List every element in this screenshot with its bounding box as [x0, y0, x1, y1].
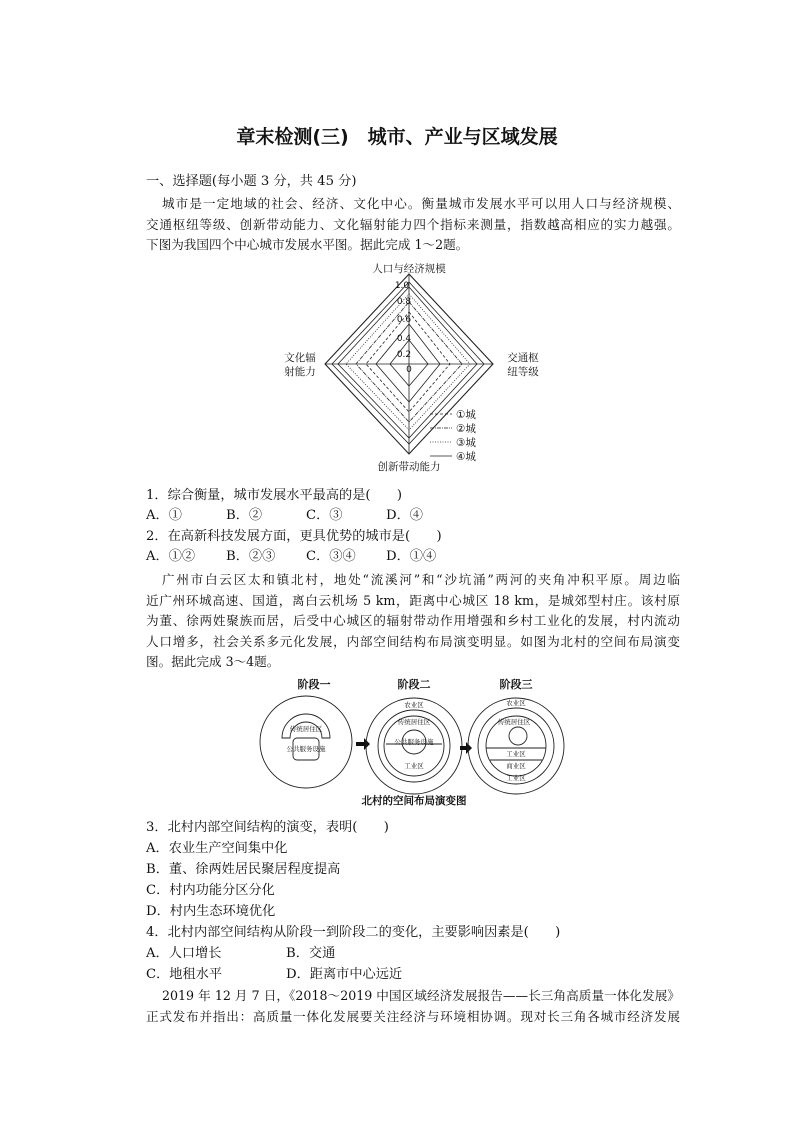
- passage-2-line: 人口增多，社会关系多元化发展，内部空间结构布局演变明显。如图为北村的空间布局演变: [146, 633, 680, 649]
- tick-label: 0.4: [396, 334, 412, 344]
- passage-2-line: 为董、徐两姓聚族而居，后受中心城区的辐射带动作用增强和乡村工业化的发展，村内流动: [146, 613, 680, 629]
- axis-label-right: 纽等级: [507, 366, 539, 378]
- stage-2-farm-label: 农业区: [404, 701, 424, 709]
- section-heading: 一、选择题(每小题 3 分，共 45 分): [146, 174, 357, 189]
- stage-1-residential-label: 传统居住区: [289, 725, 323, 733]
- option: D．④: [386, 508, 423, 523]
- stage-3-residential-label: 传统居住区: [497, 718, 531, 726]
- page-title: 章末检测(三) 城市、产业与区域发展: [236, 126, 558, 148]
- radar-diagram: [270, 262, 560, 478]
- tick-label: 0.2: [396, 350, 412, 360]
- axis-label-right: 交通枢: [507, 352, 539, 364]
- option: A．①: [146, 508, 182, 523]
- passage-2-line: 图。据此完成 3～4题。: [146, 654, 280, 670]
- question-3-option: C．村内功能分区分化: [146, 883, 275, 898]
- stage-2-residential-label: 传统居住区: [397, 718, 431, 726]
- passage-2-line: 广州市白云区太和镇北村，地处“流溪河”和“沙坑涌”两河的夹角冲积平原。周边临: [162, 572, 680, 587]
- arrow-icon: [356, 738, 370, 750]
- passage-3-line: 2019 年 12 月 7 日，《2018～2019 中国区域经济发展报告——长三角高质量一体化发展》: [162, 988, 680, 1003]
- stage-2-public-label: 公共服务设施: [394, 738, 434, 746]
- passage-2: [146, 570, 680, 673]
- question-1-options: [146, 506, 466, 526]
- legend-label: ①城: [456, 409, 476, 421]
- tick-label: 0.8: [396, 297, 412, 307]
- option: B．交通: [286, 946, 336, 961]
- question-2: 2．在高新科技发展方面，更具优势的城市是( ): [146, 529, 442, 544]
- tick-label: 1.0: [394, 281, 410, 291]
- tick-label: 0.6: [396, 315, 412, 325]
- axis-label-left: 射能力: [284, 366, 316, 378]
- passage-2-line: 近广州环城高速、国道，离白云机场 5 km，距离中心城区 18 km，是城郊型村庄。该村原: [146, 592, 680, 608]
- stage-3-public: [509, 727, 527, 745]
- passage-1-line: 交通枢纽等级、创新带动能力、文化辐射能力四个指标来测量，指数越高相应的实力越强。: [146, 216, 680, 232]
- question-3-option: A．农业生产空间集中化: [146, 841, 288, 856]
- stages-diagram: [256, 676, 578, 808]
- axis-label-left: 文化辐: [284, 352, 316, 364]
- option: D．距离市中心远近: [286, 967, 403, 982]
- question-3-option: B．董、徐两姓居民聚居程度提高: [146, 862, 341, 877]
- stage-2-outer-circle: [366, 698, 462, 794]
- question-1: 1．综合衡量，城市发展水平最高的是( ): [146, 488, 403, 503]
- legend-label: ②城: [456, 423, 476, 435]
- stage-3-label: 阶段三: [499, 678, 533, 691]
- passage-1-line: 下图为我国四个中心城市发展水平图。据此完成 1～2题。: [146, 237, 469, 253]
- option: D．①④: [386, 549, 437, 564]
- axis-label-bottom: 创新带动能力: [377, 461, 441, 473]
- passage-3-line: 正式发布并指出：高质量一体化发展要关注经济与环境相协调。现对长三角各城市经济发展: [146, 1008, 680, 1024]
- option: C．③④: [306, 549, 356, 564]
- option: C．③: [306, 508, 343, 523]
- option: A．①②: [146, 549, 196, 564]
- option: B．②③: [226, 549, 276, 564]
- question-4: 4．北村内部空间结构从阶段一到阶段二的变化，主要影响因素是( ): [146, 925, 561, 940]
- passage-1-line: 城市是一定地域的社会、经济、文化中心。衡量城市发展水平可以用人口与经济规模、: [162, 196, 680, 211]
- question-3: 3．北村内部空间结构的演变，表明( ): [146, 820, 389, 835]
- legend-label: ③城: [456, 437, 476, 449]
- stage-2-industry-label: 工业区: [404, 762, 424, 770]
- question-3-option: D．村内生态环境优化: [146, 904, 276, 919]
- stage-3-industry-label-2: 工业区: [506, 774, 526, 782]
- stage-1-outer-circle: [260, 696, 352, 788]
- stages-caption: 北村的空间布局演变图: [361, 795, 467, 807]
- tick-label: 0: [406, 365, 412, 375]
- passage-1: [146, 194, 680, 256]
- stage-3-commerce-label: 商业区: [506, 762, 526, 770]
- passage-3: [146, 986, 680, 1027]
- question-4-options: [146, 965, 402, 985]
- stage-3-industry-label: 工业区: [506, 750, 526, 758]
- question-4-options: [146, 944, 335, 964]
- stage-2-label: 阶段二: [397, 678, 431, 691]
- question-2-options: [146, 547, 466, 567]
- city-1-polygon: [366, 312, 450, 412]
- option: C．地租水平: [146, 967, 223, 982]
- stage-1-public-label: 公共服务设施: [286, 745, 326, 753]
- legend-label: ④城: [456, 451, 476, 463]
- stage-1-label: 阶段一: [297, 678, 331, 691]
- axis-label-top: 人口与经济规模: [372, 263, 446, 275]
- option: B．②: [226, 508, 263, 523]
- option: A．人口增长: [146, 946, 222, 961]
- stage-3-farm-label: 农业区: [506, 699, 526, 707]
